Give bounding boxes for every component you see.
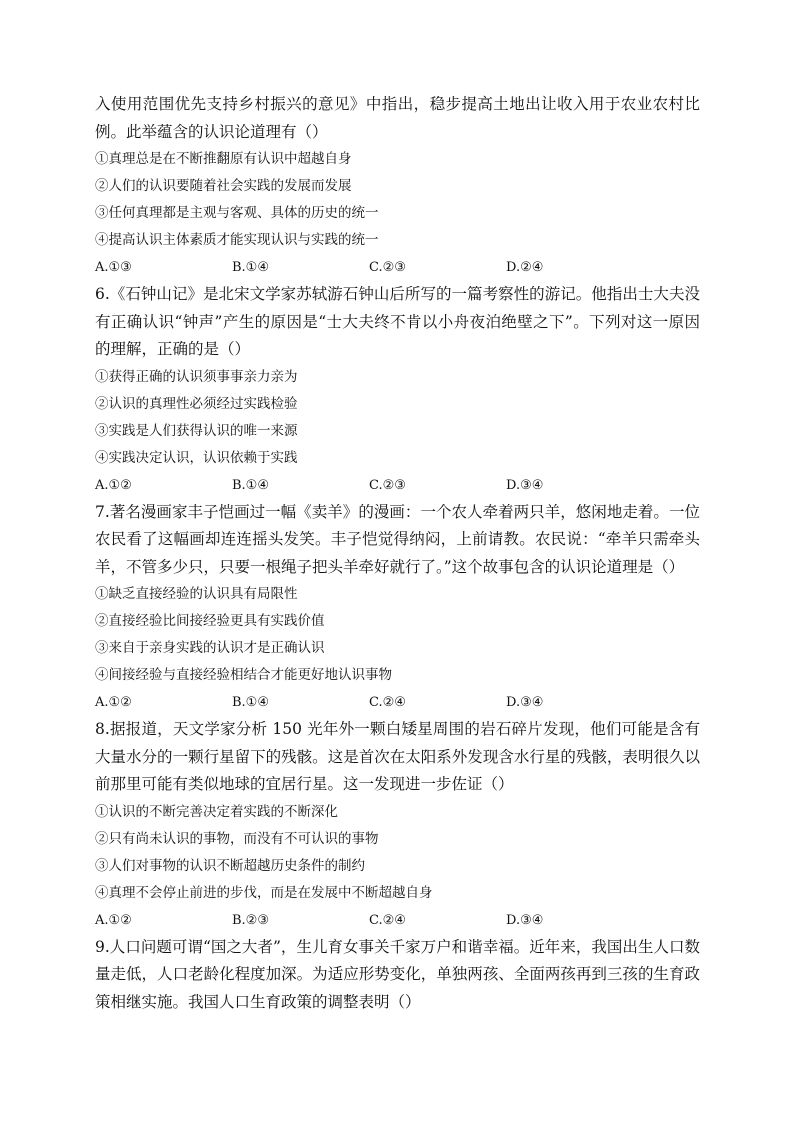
option-2: ②人们的认识要随着社会实践的发展而发展 [95, 178, 352, 194]
question-5 [95, 91, 700, 281]
choice-a: A.①② [95, 695, 132, 710]
choice-d: D.③④ [506, 477, 544, 493]
option-1: ①认识的不断完善决定着实践的不断深化 [95, 803, 338, 820]
choice-c: C.②④ [369, 695, 406, 710]
choice-c: C.②④ [369, 912, 406, 928]
answer-choices [95, 689, 700, 716]
choice-d: D.③④ [506, 912, 544, 928]
choice-b: B.①④ [232, 260, 269, 275]
question-6 [95, 281, 700, 499]
option-2: ②只有尚未认识的事物，而没有不可认识的事物 [95, 830, 379, 847]
option-4: ④间接经验与直接经验相结合才能更好地认识事物 [95, 667, 392, 683]
option-3: ③任何真理都是主观与客观、具体的历史的统一 [95, 205, 379, 221]
option-2: ②直接经验比间接经验更具有实践价值 [95, 613, 325, 629]
question-7 [95, 499, 700, 717]
choice-d: D.③④ [506, 695, 544, 710]
option-3: ③实践是人们获得认识的唯一来源 [95, 422, 298, 439]
choice-a: A.①③ [95, 260, 132, 275]
choice-c: C.②③ [369, 477, 406, 493]
option-1: ①真理总是在不断推翻原有认识中超越自身 [95, 151, 352, 167]
choice-d: D.②④ [506, 260, 544, 275]
option-4: ④提高认识主体素质才能实现认识与实践的统一 [95, 232, 379, 248]
question-8 [95, 716, 700, 934]
question-9 [95, 934, 700, 1017]
question-stem: 7.著名漫画家丰子恺画过一幅《卖羊》的漫画：一个农人牵着两只羊，悠闲地走着。一位农民看了这幅画却连连摇头发笑。丰子恺觉得纳闷，上前请教。农民说：“牵羊只需牵头羊，不管多少只，只要一根绳子把头羊牵好就行了。”这个故事包含的认识论道理是（） [95, 502, 700, 576]
exam-page [95, 91, 700, 1016]
choice-a: A.①② [95, 912, 132, 928]
choice-b: B.②③ [232, 912, 269, 928]
choice-c: C.②③ [369, 260, 406, 275]
answer-choices [95, 254, 700, 281]
question-stem: 入使用范围优先支持乡村振兴的意见》中指出，稳步提高土地出让收入用于农业农村比例。此举蕴含的认识论道理有（） [95, 95, 700, 141]
option-3: ③来自于亲身实践的认识才是正确认识 [95, 640, 325, 656]
question-stem: 8.据报道，天文学家分析 150 光年外一颗白矮星周围的岩石碎片发现，他们可能是含有大量水分的一颗行星留下的残骸。这是首次在太阳系外发现含水行星的残骸，表明很久以前那里可能有类似地球的宜居行星。这一发现进一步佐证（） [95, 720, 700, 793]
answer-choices [95, 472, 700, 499]
option-4: ④实践决定认识，认识依赖于实践 [95, 449, 298, 466]
option-1: ①缺乏直接经验的认识具有局限性 [95, 586, 298, 602]
question-stem: 9.人口问题可谓“国之大者”，生儿育女事关千家万户和谐幸福。近年来，我国出生人口数量走低，人口老龄化程度加深。为适应形势变化，单独两孩、全面两孩再到三孩的生育政策相继实施。我国人口生育政策的调整表明（） [95, 937, 700, 1011]
choice-b: B.①④ [232, 477, 269, 493]
choice-b: B.①④ [232, 695, 269, 710]
option-4: ④真理不会停止前进的步伐，而是在发展中不断超越自身 [95, 884, 433, 901]
question-stem: 6.《石钟山记》是北宋文学家苏轼游石钟山后所写的一篇考察性的游记。他指出士大夫没有正确认识“钟声”产生的原因是“士大夫终不肯以小舟夜泊绝壁之下”。下列对这一原因的理解，正确的是（） [95, 285, 700, 358]
answer-choices [95, 907, 700, 934]
option-2: ②认识的真理性必须经过实践检验 [95, 395, 298, 412]
option-1: ①获得正确的认识须事事亲力亲为 [95, 368, 298, 385]
choice-a: A.①② [95, 477, 132, 493]
option-3: ③人们对事物的认识不断超越历史条件的制约 [95, 857, 365, 874]
